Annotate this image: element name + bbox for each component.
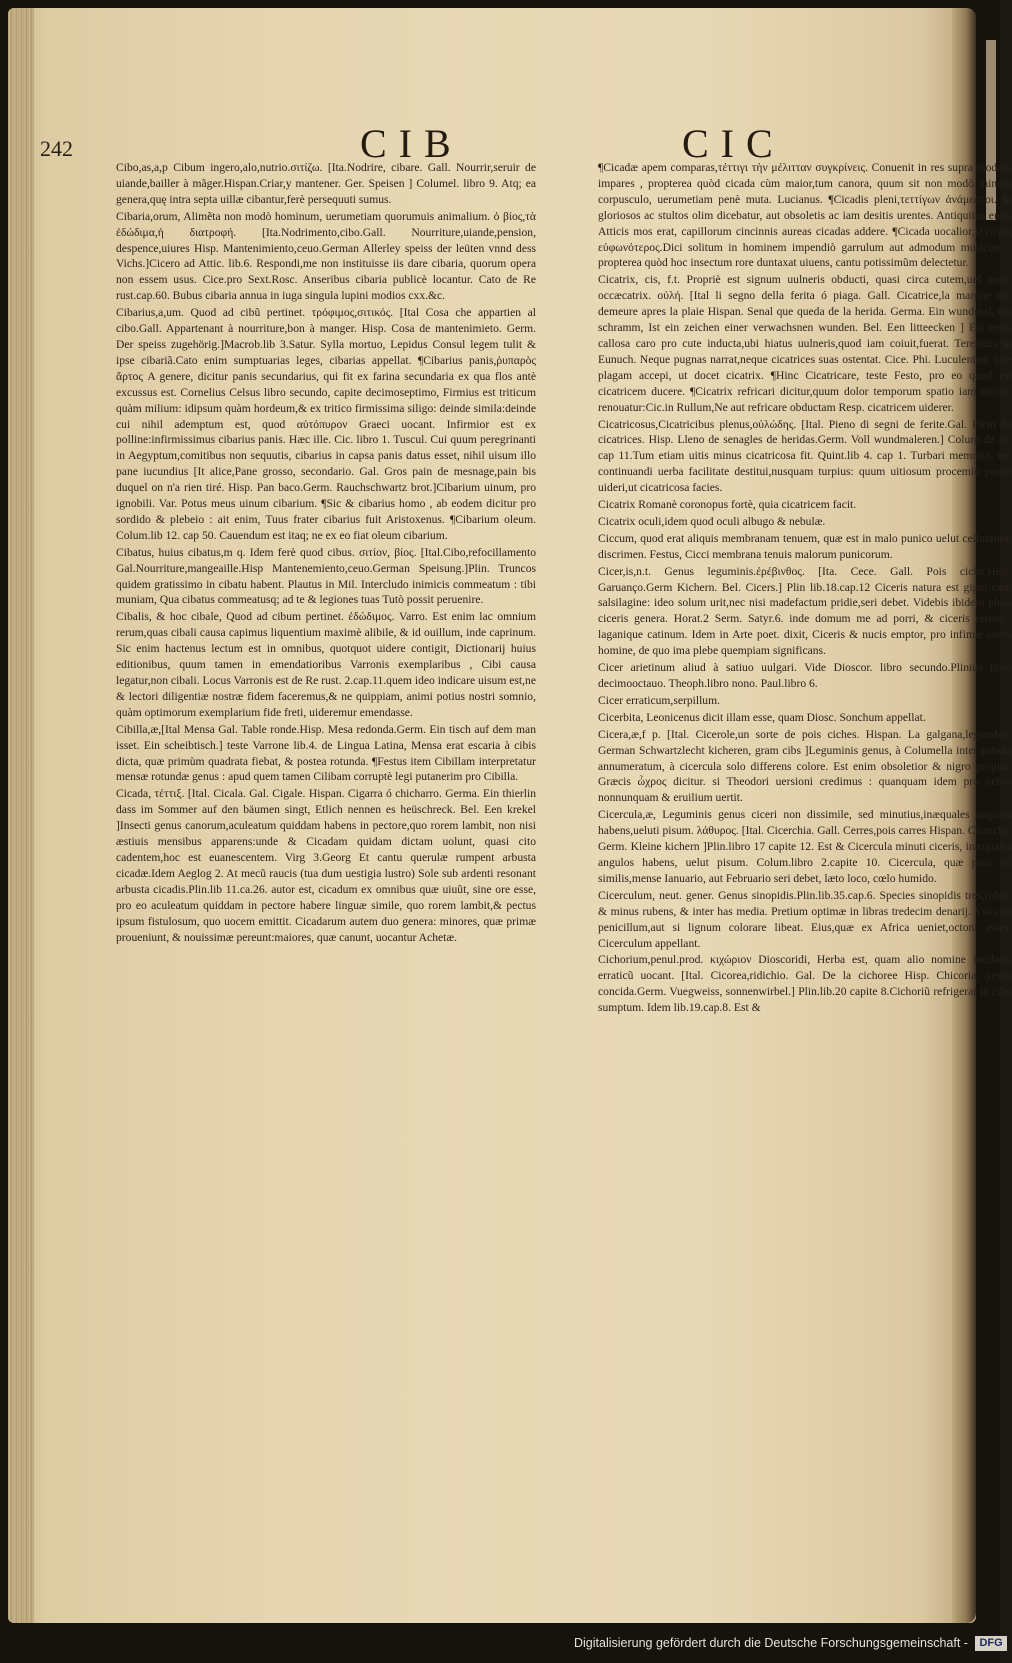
running-head-left: CIB <box>360 121 463 166</box>
dictionary-entry: Cicer,is,n.t. Genus leguminis.ἐρέβινθος. [Ita. Cece. Gall. Pois ciche.Hisp. Garuanço.Germ Kichern. Bel. Cicers.] Plin lib.18.cap.12 Ciceris natura est gigni cum salsilagine: ideo solum urit,nec nisi madefactum pridie,seri debet. Videbis ibidem plura ciceris genera. Horat.2 Serm. Satyr.6. inde domum me ad porri, & ciceris refero , laganique catinum. Idem in Arte poet. dixit, Ciceris & nucis emptor, pro infimæ sortis homine, de quo ima plebe quempiam significans. <box>598 564 1012 658</box>
dictionary-entry: Cicer erraticum,serpillum. <box>598 693 721 707</box>
dictionary-entry: Cichorium,penul.prod. κιχώριον Dioscoridi, Herba est, quam alio nomine Intubum erraticũ uocant. [Ital. Cicorea,ridichio. Gal. De la cichoree Hisp. Chicoria, yerua concida.Germ. Vuegweiss, sonnenwirbel.] Plin.lib.20 capite 8.Cichoriũ refrigerat in cibo sumptum. Idem lib.19.cap.8. Est & <box>598 953 1012 1015</box>
dictionary-entry: Cicatrix Romanè coronopus fortè, quia cicatricem facit. <box>598 498 857 512</box>
dictionary-entry: Cibarius,a,um. Quod ad cibũ pertinet. τρόφιμος,σιτικός. [Ital Cosa che appartien al cibo.Gall. Appartenant à nourriture,bon à manger. Hisp. Cosa de mantenimieto. Germ. Der speiss zugehörig.]Macrob.lib 3.Satur. Sylla mortuo, Lepidus Consul legem tulit & ipse cibariã.Cato enim sumptuarias leges, cibarias appellat. ¶Cibarius panis,ῥυπαρὸς ἄρτος A genere, dicitur panis secundarius, qui fit ex farina secundaria ex qua flos antè excussus est. Cornelius Celsus libro secundo, capite decimoseptimo, Firmius est triticum quàm milium: idipsum quàm hordeum,& ex tritico firmissima siligo: deinde simila:deinde cui nihil ademptum est, quod αὐτόπυρον Graeci uocant. Infirmior est ex polline:infirmissimus cibarius panis. Hæc ille. Cic. libro 1. Tuscul. Cui quum peregrinanti in Aegyptum,comitibus non sequutis, cibarius in capsa panis datus esset, nihil uisum illo pane iucundius [It alice,Pane grosso, secondario. Gal. Gros pain de mesnage,pain bis duquel on n'a rien tiré. Hisp. Pan baco.Germ. Rauchschwartz brot.]Cibarium uinum, pro ignobili. Var. Potus meus uinum cibarium. ¶Sic & cibarius homo , ab eodem dicitur pro sordido & plebeio : ait enim, Tuus frater cibarius fuit Aristoxenus. ¶Cibarium oleum. Colum.lib 12. cap 50. Cauendum est itaq; ne ex eo fiat oleum cibarium. <box>116 306 536 542</box>
dictionary-entry: Cibilla,æ,[Ital Mensa Gal. Table ronde.Hisp. Mesa redonda.Germ. Ein tisch auf dem man isset. Ein scheibtisch.] teste Varrone lib.4. de Lingua Latina, Mensa erat escaria à cibis dicta, quæ primùm quadrata fiebat, & postea rotunda. ¶Festus item Cibillam interpretatur mensæ rotundæ genus : apud quem tamen Cilibam corruptè legi putanerim pro Cibilla. <box>116 722 536 784</box>
dictionary-entry: ¶Cicadæ apem comparas,τέττιγι τὴν μέλιτταν συγκρίνεις. Conuenit in res supra modum impares , propterea quòd cicada cùm maior,tum canora, quum sit non modò minuto corpusculo, uerumetiam penè muta. Lucianus. ¶Cicadis pleni,τεττίγων ἀνάμεστοι. In gloriosos ac stultos olim dicebatur, aut obsoletis ac iam desitis urentes. Antiquitus enim Atticis mos erat, capillorum cincinnis aureas cicadas addere. ¶Cicada uocalior,τέττιγος εὐφωνότερος.Dici solitum in hominem impendiò garrulum aut admodum musicum : propterea quòd hoc insectum rore duntaxat uiuens, cantu potissimũm delectetur. <box>598 161 1012 270</box>
dfg-logo: DFG <box>975 1636 1006 1651</box>
credit-text: Digitalisierung gefördert durch die Deutsche Forschungsgemeinschaft - <box>574 1636 968 1650</box>
dictionary-entry: Cicatrix oculi,idem quod oculi albugo & nebulæ. <box>598 514 826 528</box>
page-number: 242 <box>40 136 73 161</box>
dictionary-entry: Cicerbita, Leonicenus dicit illam esse, quam Diosc. Sonchum appellat. <box>598 710 926 724</box>
dictionary-entry: Cibatus, huius cibatus,m q. Idem ferè quod cibus. σιτίον, βίος. [Ital.Cibo,refocillamento Gal.Nourriture,mangeaille.Hisp Mantenemiento,ceuo.German Speisung.]Plin. Truncos quidem gratissimo in cibatu habent. Plautus in Mil. Intercludo inimicis commeatum : tibi muniam, Qua cibatus commeatusq; ad te & legiones tuas Tutò possit peruenire. <box>116 545 536 607</box>
page-edge-left <box>8 8 34 1623</box>
dictionary-entry: Cibo,as,a,p Cibum ingero,alo,nutrio.σιτίζω. [Ita.Nodrire, cibare. Gall. Nourrir,seruir de uiande,bailler à mãger.Hispan.Criar,y mantener. Ger. Speisen ] Columel. libro 9. Atq; ea genera,quę intra septa uillæ cibantur,ferè persequuti sumus. <box>116 161 536 206</box>
dictionary-entry: Cicatrix, cis, f.t. Propriè est signum uulneris obducti, quasi circa cutem,uel quasi occæcatrix. οὐλή. [Ital li segno della ferita ó piaga. Gall. Cicatrice,la marque qui demeure apres la plaie Hispan. Senal que queda de la herida. Germa. Ein wundmal, ein schramm, Ist ein zeichen einer verwachsnen wunden. Bel. Een litteecken ] Est enim callosa caro pro cute inducta,ubi hiatus uulneris,quod iam coiuit,fuerat. Terentius in Eunuch. Neque pugnas narrat,neque cicatrices suas ostentat. Cice. Phi. Luculentam ipse plagam accepi, ut docet cicatrix. ¶Hinc Cicatricare, teste Festo, pro eo quod est cicatricem ducere. ¶Cicatrix refricari dicitur,quum dolor temporum spatio iam mitior, renouatur:Cic.in Rullum,Ne aut refricare obductam Resp. cicatricem uiderer. <box>598 273 1012 414</box>
digitization-credit <box>574 1632 1003 1654</box>
left-text-column <box>116 160 536 945</box>
running-head-right: CIC <box>682 121 785 166</box>
dictionary-entry: Cibalis, & hoc cibale, Quod ad cibum pertinet. ἐδώδιμος. Varro. Est enim lac omnium rerum,quas cibali causa capimus liquentium maximè alibile, & id ouillum, inde caprinum. Sic enim hactenus lectum est in omnibus, quotquot uidere contigit, Dictionarij huius editionibus, quum tamen in emendatioribus Varronis exemplaribus , Cibi causa legatur,non cibali. Locus Varronis est de Re rust. 2.cap.11.quem ideo indicare uisum est,ne & lectori diligentiæ nostræ fidem faceremus,& ne quippiam, animi potius nostri somnio, quàm optimorum exemplarium fide freti, uideremur emendasse. <box>116 610 536 719</box>
dictionary-entry: Cicera,æ,f p. [Ital. Cicerole,un sorte de pois ciches. Hispan. La galgana,legumbre. German Schwartzlecht kicheren, gram cibs ]Leguminis genus, à Columella inter pabula annumeratum, à cicercula solo differens colore. Est enim obsoletior & nigro propior. Græcis ὦχρος dicitur. si Theodori uersioni credimus : quanquam idem pro ochro nonnunquam & eruilium uertit. <box>598 727 1012 805</box>
dictionary-entry: Cicerculum, neut. gener. Genus sinopidis.Plin.lib.35.cap.6. Species sinopidis tres,rubra, & minus rubens, & inter has media. Pretium optimæ in libras tredecim denarij. Vsus ad penicillum,aut si lignum colorare libeat. Eius,quæ ex Africa ueniet,octoni asses. Cicerculum appellant. <box>598 888 1012 950</box>
dictionary-entry: Cibaria,orum, Alimẽta non modò hominum, uerumetiam quorumuis animalium. ὁ βίος,τὰ ἐδώδιμα,ἡ διατροφή. [Ita.Nodrimento,cibo.Gall. Nourriture,uiande,pension, despence,uiures Hisp. Mantenimiento,ceuo.German Allerley speiss der leüten vnnd dess Vichs.]Cicero ad Attic. lib.6. Respondi,me non instituisse iis dare cibaria, quorum opera non essem usus. Cice.pro Sext.Rosc. Anseribus cibaria publicè locantur. Cato de Re rust.cap.60. Bubus cibaria annua in iuga singula lupini modios cxx.&c. <box>116 209 536 303</box>
dictionary-entry: Ciccum, quod erat aliquis membranam tenuem, quæ est in malo punico uelut cellularum discrimen. Festus, Cicci membrana tenuis malorum punicorum. <box>598 531 1012 561</box>
dictionary-entry: Cicada, τέττιξ. [Ital. Cicala. Gal. Cigale. Hispan. Cigarra ó chicharro. Germa. Ein thierlin dass im Sommer auf den bäumen singt, Etlich nennen es heüschreck. Bel. Een krekel ]Insecti genus canorum,aculeatum quiddam habens in pectore,quo rorem lambit, non nisi æstiuis mensibus apparens:unde & Cicadam quidam dictam uolunt, quasi cito cadentem,hoc est euanescentem. Virg 3.Georg Et cantu querulæ rumpent arbusta cicadæ.Idem Aeglog 2. At mecũ raucis (tua dum uestigia lustro) Sole sub ardenti resonant arbusta cicadis.Plin.lib 11.ca.26. autor est, cicadum ex omnibus quæ uiuũt, sine ore esse, pro eo aculeatum quiddam in pectore habere linguæ simile, quo rorem lambit,& pectus ipsum fistulosum, quo uocem emittit. Cicadarum autem duo genera: minores, quæ primæ proueniunt, & nouissimæ pereunt:maiores, quæ canunt, uocantur Achetæ. <box>116 787 536 944</box>
right-text-column <box>598 160 1012 1016</box>
dictionary-entry: Cicercula,æ, Leguminis genus ciceri non dissimile, sed minutius,inæquales angulos habens,ueluti pisum. λάθυρος. [Ital. Cicerchia. Gall. Cerres,pois carres Hispan. Cicercha. Germ. Kleine kichern ]Plin.libro 17 capite 12. Est & Cicercula minuti ciceris, inæquales angulos habens, uelut pisum. Colum.libro 2.capite 10. Cicercula, quæ piso est similis,mense Ianuario, aut Februario seri debet, læto loco, cœlo humido. <box>598 808 1012 885</box>
dictionary-entry: Cicatricosus,Cicatricibus plenus,οὐλώδης. [Ital. Pieno di segni de ferite.Gal. Plein de cicatrices. Hisp. Lleno de senagles de heridas.Germ. Voll wundmaleren.] Colum de Ar. cap 11.Tum etiam uitis minus cicatricosa fit. Quint.lib 4. cap 1. Turbari memoria, uel continuandi uerba facilitate destitui,nusquam turpius: quum uitiosum procemiũ possit uideri,ut cicatricosa facies. <box>598 417 1012 495</box>
dictionary-entry: Cicer arietinum aliud à satiuo uulgari. Vide Dioscor. libro secundo.Plinius libro decimooctauo. Theoph.libro nono. Paul.libro 6. <box>598 661 1012 690</box>
